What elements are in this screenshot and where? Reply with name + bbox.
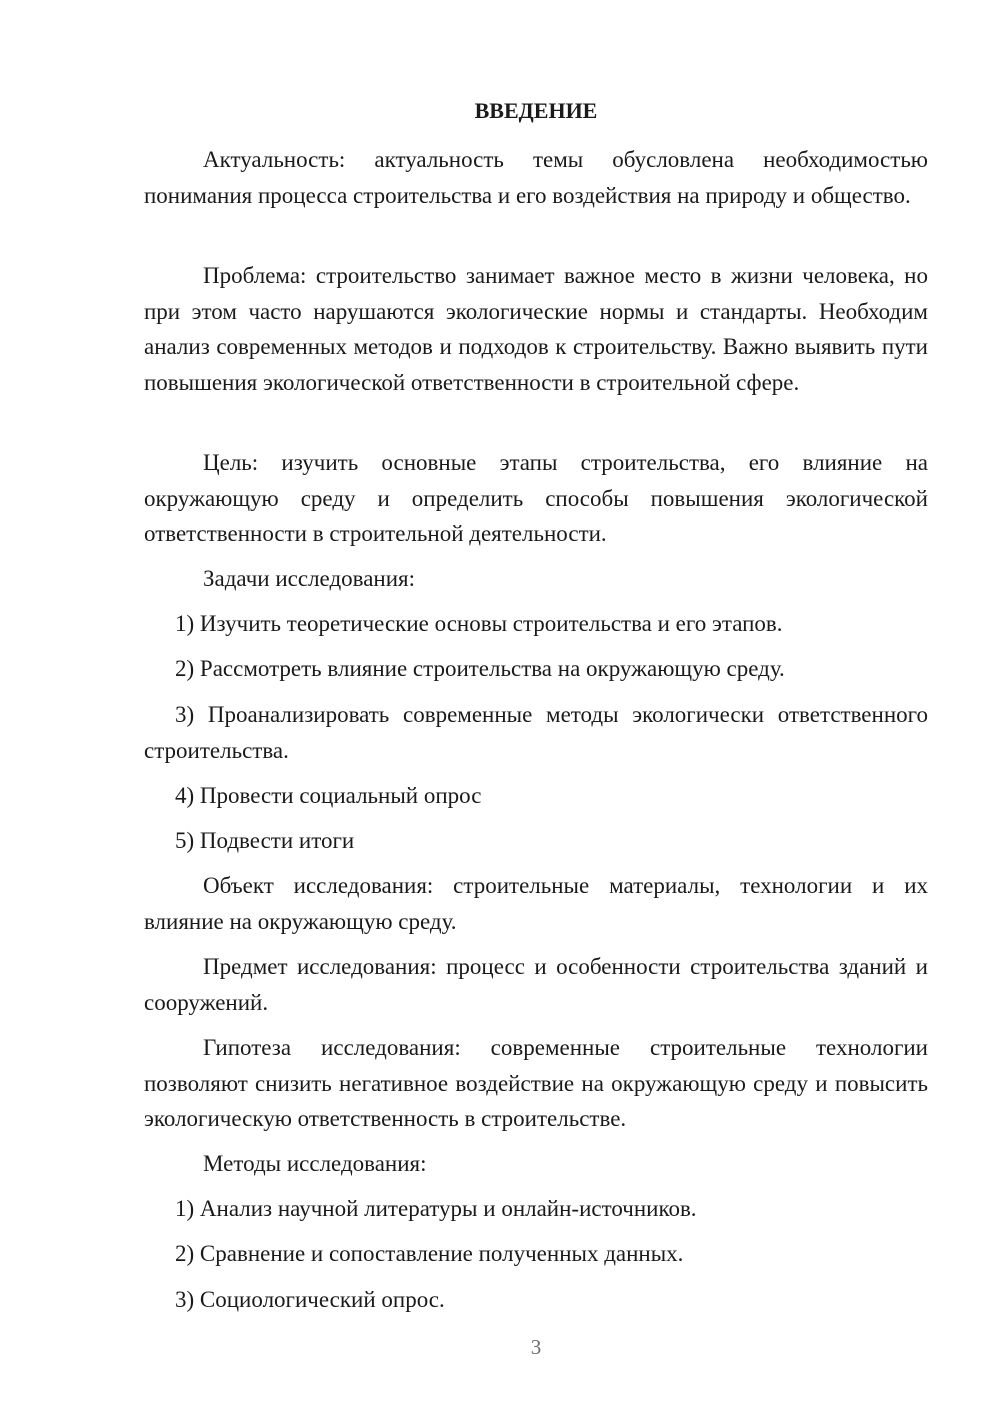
task-item: 2) Рассмотреть влияние строительства на окружающую среду.	[175, 656, 785, 681]
relevance-paragraph: Актуальность: актуальность темы обусловлена необходимостью понимания процесса строительства и его воздействия на природу и общество.	[144, 147, 928, 208]
method-item: 1) Анализ научной литературы и онлайн-источников.	[175, 1196, 697, 1221]
task-item: 3) Проанализировать современные методы экологически ответственного строительства.	[144, 702, 928, 763]
subject-paragraph: Предмет исследования: процесс и особенности строительства зданий и сооружений.	[144, 954, 928, 1015]
tasks-heading: Задачи исследования:	[203, 566, 416, 591]
problem-paragraph: Проблема: строительство занимает важное место в жизни человека, но при этом часто нарушаются экологические нормы и стандарты. Необходим анализ современных методов и подходов к строительству. Важно выявить пути повышения экологической ответственности в строительной сфере.	[144, 263, 928, 395]
method-item: 3) Социологический опрос.	[175, 1287, 445, 1312]
task-item: 5) Подвести итоги	[175, 828, 355, 853]
hypothesis-paragraph: Гипотеза исследования: современные строительные технологии позволяют снизить негативное воздействие на окружающую среду и повысить экологическую ответственность в строительстве.	[144, 1035, 928, 1131]
page-title: ВВЕДЕНИЕ	[474, 98, 598, 123]
method-item: 2) Сравнение и сопоставление полученных данных.	[175, 1241, 684, 1266]
task-item: 4) Провести социальный опрос	[175, 783, 482, 808]
task-item: 1) Изучить теоретические основы строительства и его этапов.	[175, 611, 783, 636]
goal-paragraph: Цель: изучить основные этапы строительства, его влияние на окружающую среду и определить способы повышения экологической ответственности в строительной деятельности.	[144, 450, 928, 546]
methods-heading: Методы исследования:	[203, 1151, 427, 1176]
page-number: 3	[530, 1335, 542, 1359]
object-paragraph: Объект исследования: строительные материалы, технологии и их влияние на окружающую среду.	[144, 873, 928, 934]
